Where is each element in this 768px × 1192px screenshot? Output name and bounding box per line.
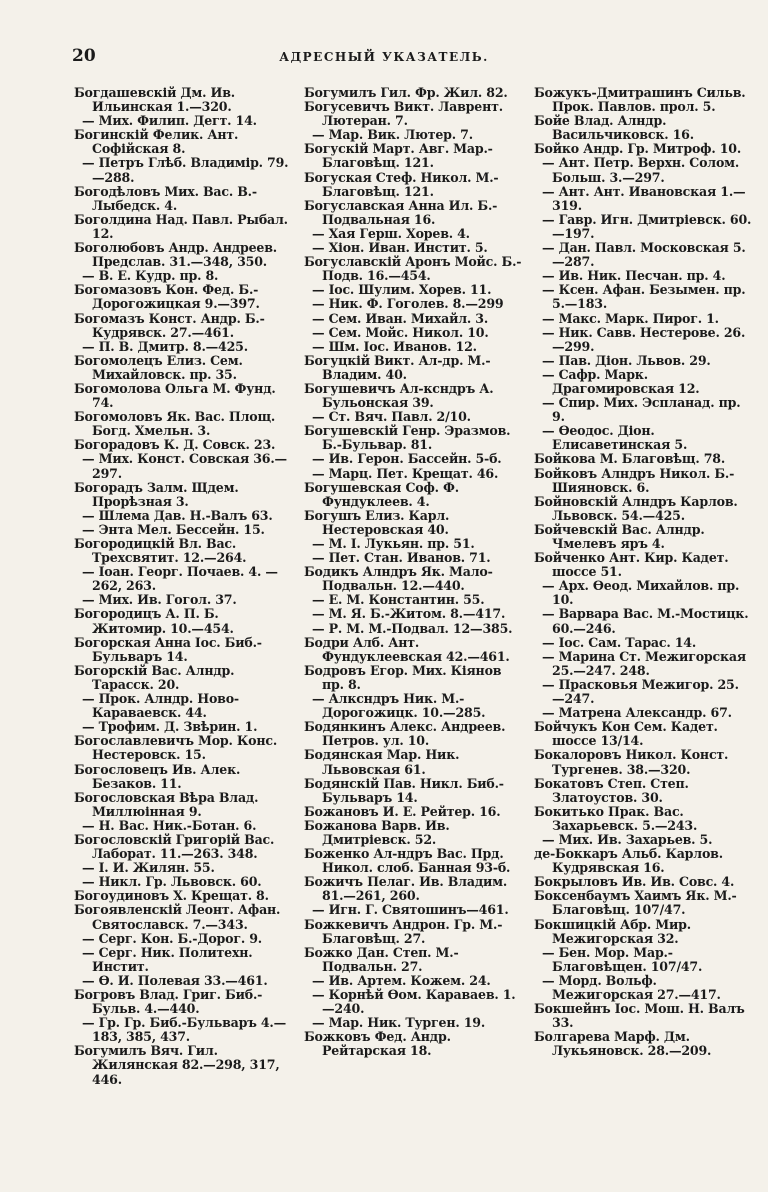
directory-entry: Богинскій Фелик. Ант. Софійская 8.	[74, 127, 239, 157]
directory-entry: — Е. М. Константин. 55.	[312, 592, 485, 608]
directory-entry: — Ѳеодос. Діон. Елисаветинская 5.	[542, 423, 688, 453]
directory-entry: Богускій Март. Авг. Мар.-Благовѣщ. 121.	[304, 141, 493, 171]
directory-entry: Богомазъ Конст. Андр. Б.-Кудрявск. 27.—461.	[74, 310, 265, 340]
directory-entry: Бойе Влад. Алндр. Васильчиковск. 16.	[534, 113, 694, 143]
directory-entry: Богуславскій Аронъ Мойс. Б.-Подв. 16.—454.	[304, 254, 522, 284]
directory-entry: — Гр. Гр. Биб.-Бульваръ 4.—183, 385, 437.	[82, 1015, 286, 1045]
directory-entry: — Ив. Ник. Песчан. пр. 4.	[542, 268, 726, 284]
directory-entry: Боголюбовъ Андр. Андреев. Предслав. 31.—348, 350.	[74, 240, 277, 270]
directory-entry: — Н. Вас. Ник.-Ботан. 6.	[82, 817, 257, 833]
directory-entry: Богровъ Влад. Григ. Биб.-Бульв. 4.—440.	[74, 987, 263, 1017]
directory-entry: Божкевичъ Андрон. Гр. М.-Благовѣщ. 27.	[304, 916, 503, 946]
directory-entry: — Мар. Вик. Лютер. 7.	[312, 127, 473, 143]
directory-entry: Богородицкій Вл. Вас. Трехсвятит. 12.—264.	[74, 536, 247, 566]
directory-entry: Бойчукъ Кон Сем. Кадет. шоссе 13/14.	[534, 719, 718, 749]
directory-entry: Болгарева Марф. Дм. Лукьяновск. 28.—209.	[534, 1029, 712, 1059]
directory-entry: — Іос. Сам. Тарас. 14.	[542, 634, 697, 650]
directory-entry: — Гавр. Игн. Дмитріевск. 60.—197.	[542, 211, 752, 241]
directory-entry: Бодянскій Пав. Никл. Биб.-Бульваръ 14.	[304, 775, 504, 805]
directory-entry: Богословскій Григорій Вас. Лаборат. 11.—263. 348.	[74, 831, 275, 862]
directory-entry: — Ант. Петр. Верхн. Солом. Больш. 3.—297.	[542, 155, 740, 185]
directory-entry: Богоудиновъ Х. Крещат. 8.	[74, 888, 269, 904]
directory-entry: Богодѣловъ Мих. Вас. В.-Лыбедск. 4.	[74, 183, 257, 213]
directory-entry: Богорскій Вас. Алндр. Тарасск. 20.	[74, 662, 235, 692]
directory-entry: Бокитько Прак. Вас. Захарьевск. 5.—243.	[534, 803, 698, 833]
directory-entry: Бойковъ Алндръ Никол. Б.-Шияновск. 6.	[534, 465, 735, 495]
directory-entry: Бокатовъ Степ. Степ. Златоустов. 30.	[534, 775, 689, 805]
directory-entry: — Мих. Филип. Дегт. 14.	[82, 113, 257, 129]
directory-entry: — Бен. Мор. Мар.-Благовѣщен. 107/47.	[542, 944, 703, 974]
directory-entry: Бокрыловъ Ив. Ив. Совс. 4.	[534, 874, 735, 890]
directory-entry: — Ник. Ф. Гоголев. 8.—299	[312, 296, 504, 312]
directory-entry: Боголдина Над. Павл. Рыбал. 12.	[74, 211, 288, 241]
directory-entry: Богоявленскій Леонт. Афан. Святославск. 7.—343.	[74, 902, 281, 932]
directory-entry: Бойко Андр. Гр. Митроф. 10.	[534, 141, 742, 157]
directory-entry: — Матрена Александр. 67.	[542, 705, 732, 721]
directory-entry: — Сафр. Марк. Драгомировская 12.	[542, 366, 700, 396]
directory-entry: Богомолецъ Елиз. Сем. Михайловск. пр. 35.	[74, 352, 243, 382]
directory-entry: — Хіон. Иван. Инстит. 5.	[312, 240, 488, 256]
directory-entry: Божукъ-Дмитрашинъ Сильв. Прок. Павлов. прол. 5.	[534, 85, 746, 115]
directory-entry: — Игн. Г. Святошинъ—461.	[312, 902, 509, 918]
directory-entry: Богородицъ А. П. Б. Житомир. 10.—454.	[74, 606, 234, 636]
directory-entry: — Р. М. М.-Подвал. 12—385.	[312, 620, 513, 636]
directory-entry: — Петръ Глѣб. Владимір. 79.—288.	[82, 155, 289, 185]
directory-entry: — Спир. Мих. Эспланад. пр. 9.	[542, 395, 741, 425]
directory-entry: Богусевичъ Викт. Лаврент. Лютеран. 7.	[304, 99, 503, 129]
directory-entry: — Прок. Алндр. Ново-Караваевск. 44.	[82, 691, 239, 721]
directory-entry: Бойкова М. Благовѣщ. 78.	[534, 451, 726, 467]
directory-entry: Богумилъ Вяч. Гил. Жилянская 82.—298, 317, 446.	[74, 1043, 280, 1087]
directory-entry: Бойченко Ант. Кир. Кадет. шоссе 51.	[534, 550, 729, 580]
directory-entry: Бодикъ Алндръ Як. Мало-Подвальн. 12.—440.	[304, 564, 493, 594]
directory-entry: — Мар. Ник. Турген. 19.	[312, 1015, 486, 1031]
directory-entry: Бойновскій Алндръ Карлов. Львовск. 54.—425.	[534, 493, 738, 523]
directory-entry: — Трофим. Д. Звѣрин. 1.	[82, 719, 258, 735]
directory-entry: Богорская Анна Іос. Биб.-Бульваръ 14.	[74, 634, 262, 664]
directory-entry: — Сем. Иван. Михайл. 3.	[312, 310, 489, 326]
directory-entry: Божковъ Фед. Андр. Рейтарская 18.	[304, 1029, 451, 1059]
directory-entry: Бойчевскій Вас. Алндр. Чмелевъ яръ 4.	[534, 521, 705, 551]
page-number: 20	[72, 46, 96, 66]
directory-entry: — Дан. Павл. Московская 5.—287.	[542, 240, 746, 270]
directory-entry: — Мих. Ив. Гогол. 37.	[82, 592, 237, 608]
column-3	[534, 86, 752, 1087]
directory-entry: — І. И. Жилян. 55.	[82, 860, 215, 876]
directory-entry: Богумилъ Гил. Фр. Жил. 82.	[304, 85, 508, 100]
directory-entry: — Ксен. Афан. Безымен. пр. 5.—183.	[542, 282, 746, 312]
directory-entry: — В. Е. Кудр. пр. 8.	[82, 268, 219, 284]
directory-entry: — Пет. Стан. Иванов. 71.	[312, 550, 491, 566]
directory-entry: — Мих. Конст. Совская 36.—297.	[82, 451, 287, 481]
directory-entry: — Ѳ. И. Полевая 33.—461.	[82, 972, 268, 988]
directory-entry: — Ив. Герон. Бассейн. 5-б.	[312, 451, 502, 467]
directory-entry: — Прасковья Межигор. 25. —247.	[542, 676, 739, 707]
directory-entry: — Серг. Ник. Политехн. Инстит.	[82, 944, 253, 974]
directory-entry: Богомолова Ольга М. Фунд. 74.	[74, 380, 276, 411]
directory-entry: — Пав. Діон. Львов. 29.	[542, 352, 711, 368]
directory-entry: Бодянкинъ Алекс. Андреев. Петров. ул. 10.	[304, 719, 506, 749]
directory-entry: — Алксндръ Ник. М.-Дорогожицк. 10.—285.	[312, 691, 486, 721]
directory-entry: — Марц. Пет. Крещат. 46.	[312, 465, 499, 481]
directory-entry: Богорадовъ К. Д. Совск. 23.	[74, 437, 276, 453]
directory-entry: Богославлевичъ Мор. Конс. Нестеровск. 15.	[74, 733, 278, 763]
directory-entry: Божко Дан. Степ. М.-Подвальн. 27.	[304, 944, 459, 974]
directory-entry: — Макс. Марк. Пирог. 1.	[542, 310, 719, 326]
directory-entry: — Іоан. Георг. Почаев. 4. —262, 263.	[82, 564, 278, 594]
directory-entry: — Ант. Ант. Ивановская 1.—319.	[542, 183, 746, 213]
directory-entry: Бодри Алб. Ант. Фундуклеевская 42.—461.	[304, 634, 510, 664]
directory-entry: Богуцкій Викт. Ал-др. М.-Владим. 40.	[304, 352, 491, 382]
directory-entry: Богомоловъ Як. Вас. Площ. Богд. Хмельн. 3.	[74, 409, 276, 439]
directory-entry: Богуская Стеф. Никол. М.-Благовѣщ. 121.	[304, 169, 499, 199]
directory-entry: — Варвара Вас. М.-Мостицк. 60.—246.	[542, 606, 749, 636]
directory-entry: — Никл. Гр. Львовск. 60.	[82, 874, 262, 890]
directory-entry: Богословская Вѣра Влад. Миллюінная 9.	[74, 789, 259, 819]
directory-entry: Бодровъ Егор. Мих. Кіянов пр. 8.	[304, 662, 502, 692]
directory-entry: — Морд. Вольф. Межигорская 27.—417.	[542, 972, 721, 1002]
directory-entry: — Ив. Артем. Кожем. 24.	[312, 972, 491, 988]
directory-entry: Богорадъ Залм. Щдем. Прорѣзная 3.	[74, 479, 239, 509]
directory-entry: — М. І. Лукьян. пр. 51.	[312, 536, 475, 551]
directory-entry: Богушъ Елиз. Карл. Нестеровская 40.	[304, 507, 450, 537]
directory-entry: — Энта Мел. Бессейн. 15.	[82, 521, 265, 537]
directory-entry: — Корнѣй Ѳом. Караваев. 1.—240.	[312, 987, 516, 1017]
directory-entry: Богушевичъ Ал-ксндръ А. Бульонская 39.	[304, 380, 494, 411]
directory-entry: Бокшейнъ Іос. Мош. Н. Валъ 33.	[534, 1001, 745, 1031]
directory-entry: — П. В. Дмитр. 8.—425.	[82, 338, 248, 354]
directory-entry: Боксенбаумъ Хаимъ Як. М.-Благовѣщ. 107/47.	[534, 888, 737, 918]
directory-entry: — М. Я. Б.-Житом. 8.—417.	[312, 606, 506, 622]
directory-entry: Божичъ Пелаг. Ив. Владим. 81.—261, 260.	[304, 874, 508, 904]
directory-entry: — Іос. Шулим. Хорев. 11.	[312, 282, 492, 298]
directory-entry: Божанова Варв. Ив. Дмитріевск. 52.	[304, 817, 450, 847]
directory-entry: Бокшицкій Абр. Мир. Межигорская 32.	[534, 916, 691, 946]
directory-entry: Бодянская Мар. Ник. Львовская 61.	[304, 747, 460, 777]
directory-entry: — Шлема Дав. Н.-Валъ 63.	[82, 507, 273, 523]
directory-entry: Богушевскій Генр. Эразмов. Б.-Бульвар. 81.	[304, 423, 511, 453]
directory-entry: Бокалоровъ Никол. Конст. Тургенев. 38.—320.	[534, 747, 729, 777]
directory-entry: — Ник. Савв. Нестерове. 26.—299.	[542, 324, 746, 354]
directory-entry: Божановъ И. Е. Рейтер. 16.	[304, 803, 501, 819]
directory-entry: Богушевская Соф. Ф. Фундуклеев. 4.	[304, 479, 459, 509]
directory-entry: Богуславская Анна Ил. Б.-Подвальная 16.	[304, 197, 498, 227]
directory-entry: — Серг. Кон. Б.-Дорог. 9.	[82, 930, 262, 946]
directory-entry: — Арх. Ѳеод. Михайлов. пр. 10.	[542, 578, 740, 608]
directory-entry: Боженко Ал-ндръ Вас. Прд. Никол. слоб. Банная 93-б.	[304, 846, 511, 876]
directory-entry: Богословецъ Ив. Алек. Безаков. 11.	[74, 761, 241, 791]
directory-entry: — Мих. Ив. Захарьев. 5.	[542, 831, 713, 847]
directory-entry: Богомазовъ Кон. Фед. Б.-Дорогожицкая 9.—397.	[74, 282, 260, 312]
running-title: АДРЕСНЫЙ УКАЗАТЕЛЬ.	[279, 50, 489, 64]
directory-entry: — Ст. Вяч. Павл. 2/10.	[312, 409, 471, 425]
directory-entry: — Шм. Іос. Иванов. 12.	[312, 338, 477, 354]
entry-columns	[74, 86, 752, 1087]
directory-entry: — Хая Герш. Хорев. 4.	[312, 225, 470, 241]
directory-entry: де-Боккаръ Альб. Карлов. Кудрявская 16.	[534, 846, 723, 876]
column-1	[74, 86, 294, 1087]
directory-entry: — Сем. Мойс. Никол. 10.	[312, 324, 489, 340]
column-2	[304, 86, 524, 1087]
directory-entry: — Марина Ст. Межигорская 25.—247. 248.	[542, 648, 746, 678]
directory-entry: Богдашевскій Дм. Ив. Ильинская 1.—320.	[74, 85, 235, 115]
